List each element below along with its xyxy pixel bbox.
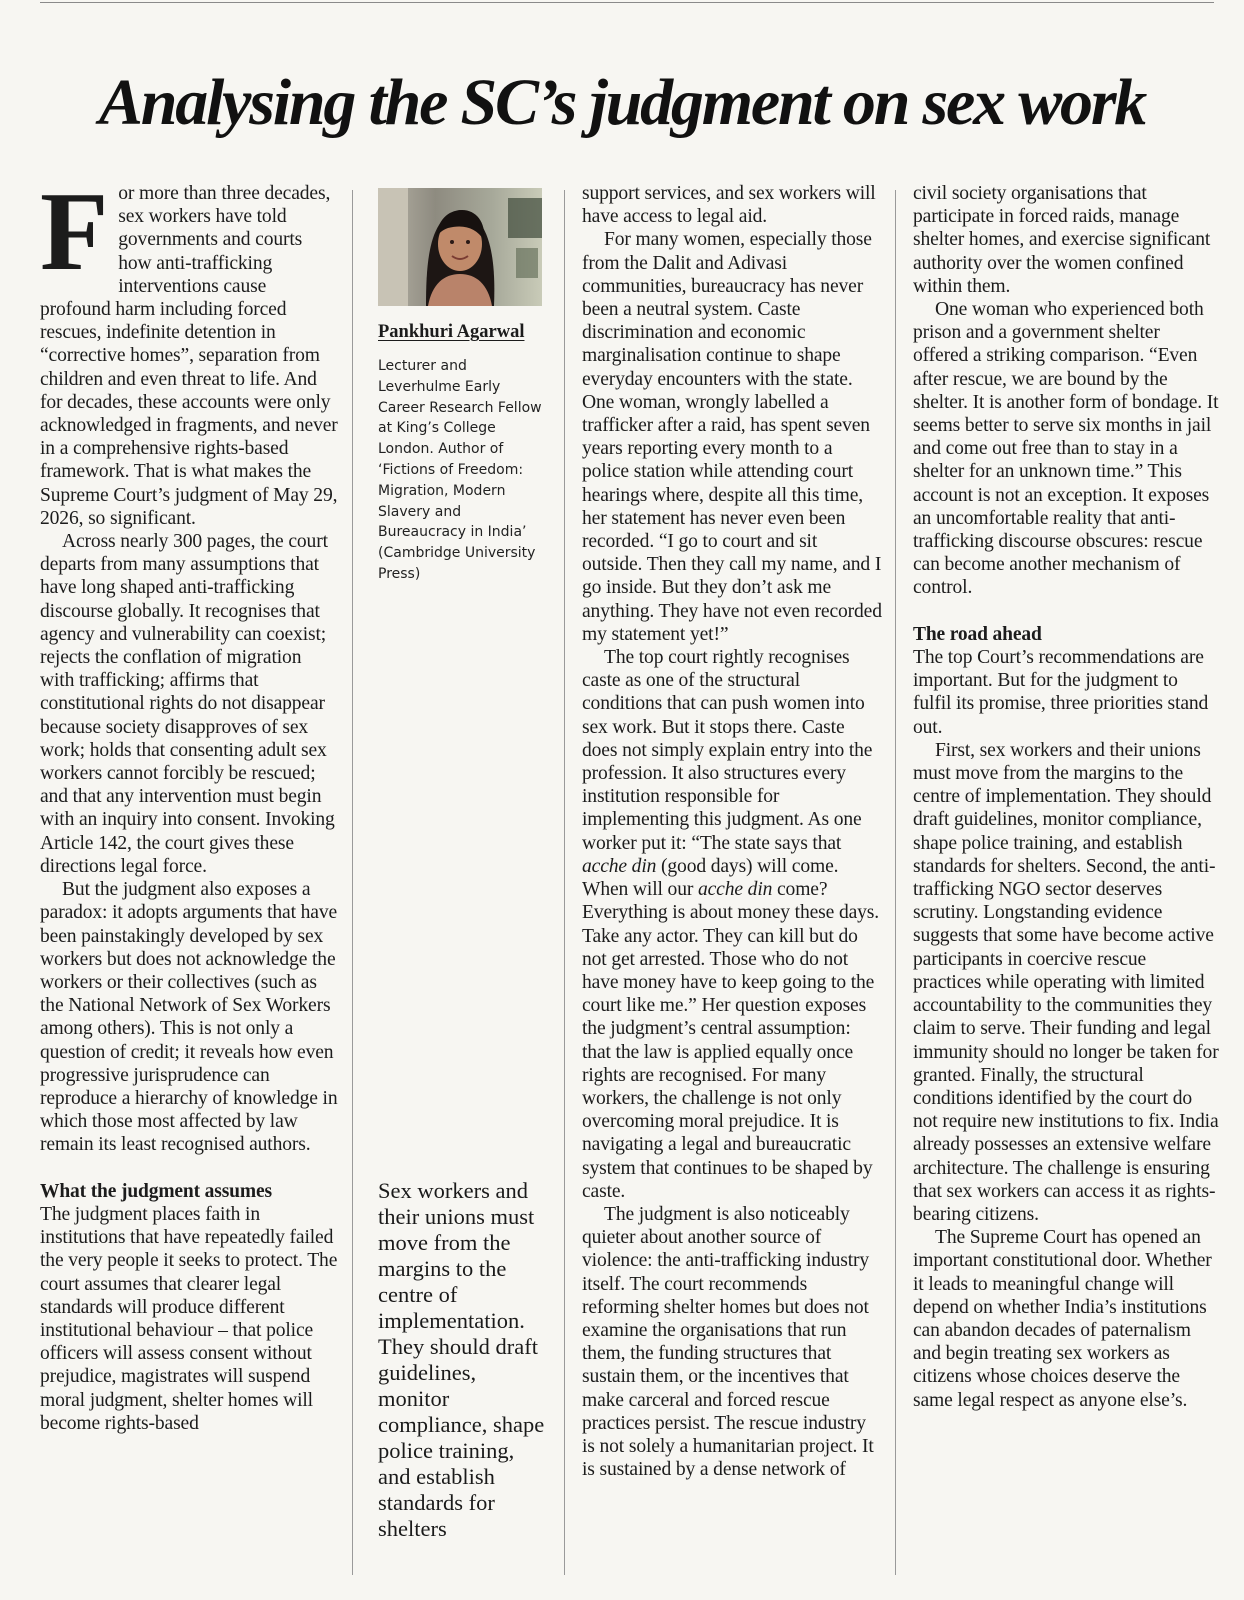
pull-quote: Sex workers and their unions must move from the margins to the centre of implementation. They should draft guidelines, monitor compliance, shape police training, and establish standards for shelters xyxy=(378,1178,545,1541)
subheading-road-ahead: The road ahead xyxy=(913,623,1042,645)
paragraph-2: Across nearly 300 pages, the court departs from many assumptions that have long shaped anti-trafficking discourse globally. It recognises that agency and vulnerability can coexist; rejects the conflation of migration with trafficking; affirms that constitutional rights do not disappear because society disapproves of sex work; holds that consenting adult sex workers cannot forcibly be rescued; and that any intervention must begin with an inquiry into consent. Invoking Article 142, the court gives these directions legal force. xyxy=(40,531,335,877)
paragraph-9: civil society organisations that participate in forced raids, manage shelter homes, and exercise significant authority over the women confined within them. xyxy=(913,183,1211,297)
subheading-assumptions: What the judgment assumes xyxy=(40,1180,272,1202)
quote-part: “The state says that xyxy=(691,832,842,854)
drop-cap: F xyxy=(40,170,109,294)
italic-term: acche din xyxy=(582,855,657,877)
paragraph-5: support services, and sex workers will have access to legal aid. xyxy=(582,183,876,228)
article-column-3 xyxy=(582,182,882,1481)
column-divider xyxy=(564,190,565,1575)
article-column-1 xyxy=(40,170,340,1435)
paragraph-12: First, sex workers and their unions must move from the margins to the centre of implementation. They should draft guidelines, monitor compliance, shape police training, and establish standards for shelters. Second, the anti-trafficking NGO sector deserves scrutiny. Longstanding evidence suggests that some have become active participants in coercive rescue practices while operating with limited accountability to the communities they claim to serve. Their funding and legal immunity should no longer be taken for granted. Finally, the structural conditions identified by the court do not require new institutions to fix. India already possesses an extensive welfare architecture. The challenge is ensuring that sex workers can access it as rights-bearing citizens. xyxy=(913,739,1219,1225)
paragraph-text: or more than three decades, sex workers have told governments and courts how anti-trafficking interventions cause profound harm including forced rescues, indefinite detention in “corrective homes”, separation from children and even threat to life. And for decades, these accounts were only acknowledged in fragments, and never in a comprehensive rights-based framework. That is what makes the Supreme Court’s judgment of May 29, 2026, so significant. xyxy=(40,183,338,529)
top-rule xyxy=(40,2,1214,3)
paragraph-text: The top court rightly recognises caste as one of the structural conditions that can push women into sex work. But it stops there. Caste does not simply explain entry into the profession. It also structures every institution responsible for implementing this judgment. As one worker put it: xyxy=(582,647,873,854)
author-portrait xyxy=(378,188,542,306)
paragraph-3: But the judgment also exposes a paradox: it adopts arguments that have been painstakingly developed by sex workers but does not acknowledge the workers or their collectives (such as the National Network of Sex Workers among others). This is not only a question of credit; it reveals how even progressive jurisprudence can reproduce a hierarchy of knowledge in which those most affected by law remain its least recognised authors. xyxy=(40,879,338,1156)
paragraph-13: The Supreme Court has opened an important constitutional door. Whether it leads to meaningful change will depend on whether India’s institutions can abandon decades of paternalism and begin treating sex workers as citizens whose choices deserve the same legal respect as anyone else’s. xyxy=(913,1227,1212,1411)
author-bio: Lecturer and Leverhulme Early Career Research Fellow at King’s College London. Author of ‘Fictions of Freedom: Migration, Modern Slavery and Bureaucracy in India’ (Cambridge University Press) xyxy=(378,358,542,582)
paragraph-6: For many women, especially those from the Dalit and Adivasi communities, bureaucracy has never been a neutral system. Caste discrimination and economic marginalisation continue to shape everyday encounters with the state. One woman, wrongly labelled a trafficker after a raid, has spent seven years reporting every month to a police station while attending court hearings where, despite all this time, her statement has never even been recorded. “I go to court and sit outside. Then they call my name, and I go inside. But they don’t ask me anything. They have not even recorded my statement yet!” xyxy=(582,229,882,645)
paragraph-11: The top Court’s recommendations are important. But for the judgment to fulfil its promise, three priorities stand out. xyxy=(913,647,1209,738)
paragraph-1 xyxy=(40,170,340,530)
article-column-4 xyxy=(913,182,1219,1412)
paragraph-4: The judgment places faith in institutions that have repeatedly failed the very people it seeks to protect. The court assumes that clearer legal standards will produce different institutional behaviour – that police officers will assess consent without prejudice, magistrates will suspend moral judgment, shelter homes will become rights-based xyxy=(40,1203,338,1434)
column-divider xyxy=(352,190,353,1575)
column-divider xyxy=(895,190,896,1575)
quote-part: come? Everything is about money these days. Take any actor. They can kill but do not get arrested. Those who do not have money have to keep going to the court like me.” Her question exposes the judgment’s central assumption: that the law is applied equally once rights are recognised. For many workers, the challenge is not only overcoming moral prejudice. It is navigating a legal and bureaucratic system that continues to be shaped by caste. xyxy=(582,879,880,1202)
headline: Analysing the SC’s judgment on sex work xyxy=(98,66,1146,139)
author-name: Pankhuri Agarwal xyxy=(378,322,525,342)
paragraph-7 xyxy=(582,646,882,1203)
paragraph-8: The judgment is also noticeably quieter about another source of violence: the anti-trafficking industry itself. The court recommends reforming shelter homes but does not examine the organisations that run them, the funding structures that sustain them, or the incentives that make carceral and forced rescue practices persist. The rescue industry is not solely a humanitarian project. It is sustained by a dense network of xyxy=(582,1203,874,1481)
quote-part: (good days) will come. When will our xyxy=(582,855,839,901)
paragraph-10: One woman who experienced both prison and a government shelter offered a striking comparison. “Even after rescue, we are bound by the shelter. It is another form of bondage. It seems better to serve six months in jail and come out free than to stay in a shelter for an unknown time.” This account is not an exception. It exposes an uncomfortable reality that anti-trafficking discourse obscures: rescue can become another mechanism of control. xyxy=(913,299,1219,599)
author-box xyxy=(378,188,548,585)
italic-term: acche din xyxy=(697,879,773,901)
